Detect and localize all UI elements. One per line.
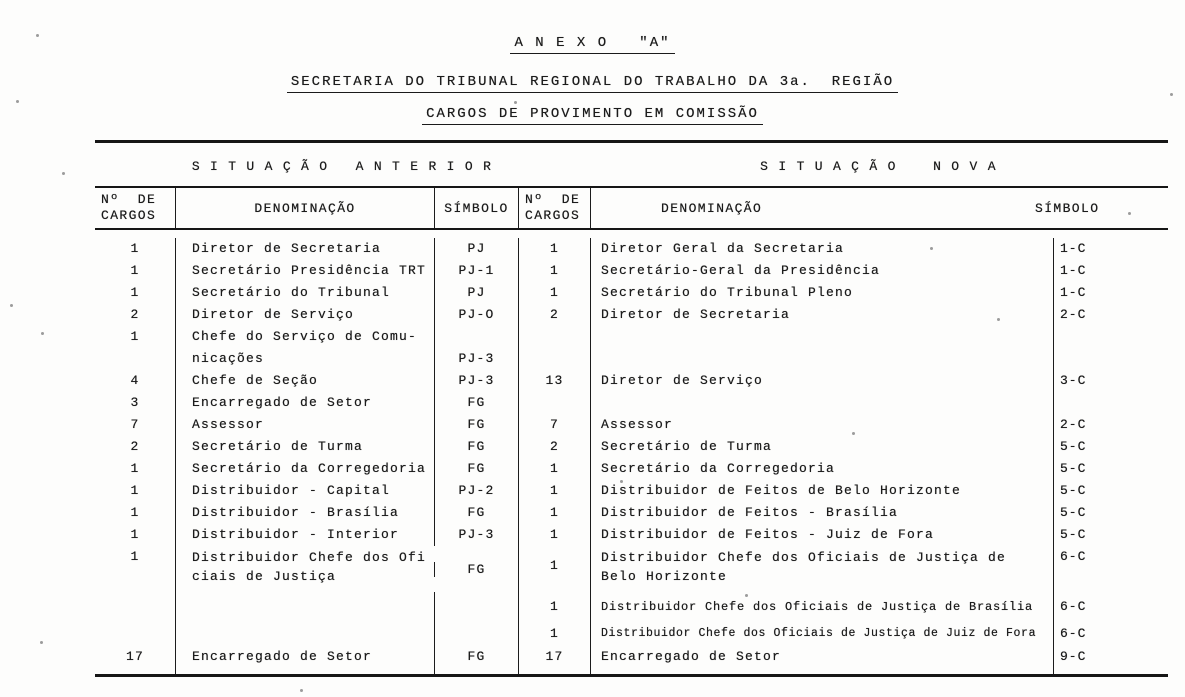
col-header-nov-num: Nº DE CARGOS [518, 188, 590, 228]
cell-ant-simbolo [434, 622, 518, 646]
cell-ant-simbolo: PJ-2 [434, 480, 518, 502]
page-title-wrap [0, 33, 1185, 54]
cell-ant-simbolo: PJ-3 [434, 524, 518, 546]
cell-ant-denominacao [175, 592, 434, 622]
cell-ant-denominacao: Diretor de Serviço [175, 304, 434, 326]
cell-ant-num: 4 [130, 373, 140, 388]
cell-ant-num: 17 [125, 649, 144, 664]
cell-ant-simbolo: PJ-3 [434, 326, 518, 370]
horizontal-rule-bottom [95, 674, 1168, 677]
cell-ant-simbolo: FG [434, 458, 518, 480]
cell-ant-denominacao [175, 622, 434, 646]
cell-nov-num: 13 [518, 370, 590, 392]
cell-ant-simbolo: PJ-3 [434, 370, 518, 392]
cell-nov-num [518, 326, 590, 370]
cell-nov-denominacao: Distribuidor Chefe dos Oficiais de Justiça de Juiz de Fora [590, 622, 1053, 646]
cell-ant-denominacao: Encarregado de Setor [175, 646, 434, 674]
cell-nov-denominacao: Distribuidor de Feitos - Juiz de Fora [590, 524, 1053, 546]
cell-ant-denominacao: Distribuidor - Brasília [175, 502, 434, 524]
cell-ant-denominacao: Secretário Presidência TRT [175, 260, 434, 282]
cell-nov-simbolo: 5-C [1053, 436, 1168, 458]
cell-nov-num: 2 [518, 304, 590, 326]
cell-nov-num: 1 [518, 238, 590, 260]
cell-nov-num: 1 [518, 546, 590, 592]
cell-nov-denominacao: Distribuidor Chefe dos Oficiais de Justiça de Belo Horizonte [590, 546, 1053, 592]
page-subtitle1-wrap [0, 72, 1185, 93]
cell-ant-denominacao: Secretário de Turma [175, 436, 434, 458]
cell-nov-simbolo: 9-C [1053, 646, 1168, 674]
cell-nov-simbolo: 5-C [1053, 458, 1168, 480]
cell-ant-simbolo: FG [434, 436, 518, 458]
cell-ant-num: 1 [130, 285, 140, 300]
cell-ant-num [95, 592, 175, 622]
cell-ant-simbolo: FG [434, 502, 518, 524]
cell-ant-simbolo: FG [434, 414, 518, 436]
cell-nov-simbolo: 6-C [1053, 592, 1168, 622]
cell-ant-num: 1 [130, 241, 140, 256]
cell-nov-denominacao: Distribuidor de Feitos - Brasília [590, 502, 1053, 524]
cell-ant-denominacao: Encarregado de Setor [175, 392, 434, 414]
cell-nov-simbolo [1053, 392, 1168, 414]
horizontal-rule-top [95, 140, 1168, 143]
col-header-nov-simbolo: SÍMBOLO [1035, 200, 1100, 216]
col-header-ant-simbolo: SÍMBOLO [434, 188, 518, 228]
cell-nov-simbolo: 1-C [1053, 260, 1168, 282]
cell-nov-simbolo: 5-C [1053, 480, 1168, 502]
cell-nov-num: 1 [518, 592, 590, 622]
cell-ant-denominacao: Distribuidor Chefe dos Ofi ciais de Justiça [175, 546, 434, 592]
cell-ant-simbolo: PJ [434, 282, 518, 304]
cell-nov-simbolo: 1-C [1053, 238, 1168, 260]
cell-ant-denominacao: Secretário do Tribunal [175, 282, 434, 304]
cell-ant-denominacao: Distribuidor - Capital [175, 480, 434, 502]
page-subtitle2-wrap [0, 104, 1185, 125]
cell-ant-denominacao: Diretor de Secretaria [175, 238, 434, 260]
situation-band [95, 152, 1168, 182]
cell-ant-num: 7 [130, 417, 140, 432]
cell-ant-simbolo [434, 592, 518, 622]
table-body [95, 230, 1168, 674]
cell-ant-num: 1 [130, 549, 140, 564]
cell-ant-simbolo: FG [434, 392, 518, 414]
cell-nov-simbolo: 1-C [1053, 282, 1168, 304]
table-column-headers [95, 188, 1168, 228]
cell-nov-denominacao: Distribuidor de Feitos de Belo Horizonte [590, 480, 1053, 502]
cell-ant-num: 2 [130, 439, 140, 454]
page-subtitle2: CARGOS DE PROVIMENTO EM COMISSÃO [422, 106, 763, 125]
cell-ant-num: 1 [130, 461, 140, 476]
page-title: A N E X O "A" [510, 35, 674, 54]
cell-nov-simbolo: 6-C [1053, 546, 1168, 592]
cell-nov-denominacao: Secretário da Corregedoria [590, 458, 1053, 480]
cell-ant-num: 1 [130, 263, 140, 278]
cell-nov-num: 2 [518, 436, 590, 458]
cell-nov-denominacao: Secretário-Geral da Presidência [590, 260, 1053, 282]
cell-nov-num: 1 [518, 622, 590, 646]
cell-ant-num [95, 622, 175, 646]
cell-ant-simbolo: PJ-1 [434, 260, 518, 282]
cell-ant-denominacao: Chefe de Seção [175, 370, 434, 392]
cell-ant-denominacao: Chefe do Serviço de Comu- nicações [175, 326, 434, 370]
cell-nov-denominacao: Assessor [590, 414, 1053, 436]
cell-nov-simbolo [1053, 326, 1168, 370]
cell-nov-denominacao: Secretário de Turma [590, 436, 1053, 458]
cell-ant-num: 3 [130, 395, 140, 410]
cell-ant-num: 2 [130, 307, 140, 322]
cell-ant-num: 1 [130, 505, 140, 520]
cell-ant-num: 1 [130, 483, 140, 498]
cell-ant-simbolo: FG [434, 562, 518, 577]
page-subtitle1: SECRETARIA DO TRIBUNAL REGIONAL DO TRABALHO DA 3a. REGIÃO [287, 74, 898, 93]
cell-ant-denominacao: Secretário da Corregedoria [175, 458, 434, 480]
section-header-nova: S I T U A Ç Ã O N O V A [760, 159, 997, 174]
cell-nov-num: 1 [518, 480, 590, 502]
cell-nov-num: 7 [518, 414, 590, 436]
cell-nov-simbolo: 3-C [1053, 370, 1168, 392]
cell-nov-simbolo: 2-C [1053, 414, 1168, 436]
cell-nov-num: 1 [518, 260, 590, 282]
cell-nov-simbolo: 5-C [1053, 502, 1168, 524]
cell-nov-denominacao: Secretário do Tribunal Pleno [590, 282, 1053, 304]
cell-nov-num: 1 [518, 282, 590, 304]
col-header-ant-denominacao: DENOMINAÇÃO [175, 188, 434, 228]
cell-nov-num [518, 392, 590, 414]
cell-nov-num: 1 [518, 502, 590, 524]
cell-nov-num: 1 [518, 524, 590, 546]
cell-nov-denominacao: Diretor Geral da Secretaria [590, 238, 1053, 260]
cell-ant-num: 1 [130, 527, 140, 542]
cell-ant-denominacao: Assessor [175, 414, 434, 436]
cell-ant-denominacao: Distribuidor - Interior [175, 524, 434, 546]
col-header-nov-denominacao: DENOMINAÇÃO [590, 188, 1053, 228]
cell-nov-simbolo: 2-C [1053, 304, 1168, 326]
cell-nov-denominacao: Diretor de Serviço [590, 370, 1053, 392]
cell-nov-num: 1 [518, 458, 590, 480]
cell-ant-simbolo: PJ-O [434, 304, 518, 326]
cell-nov-simbolo: 6-C [1053, 622, 1168, 646]
cell-nov-denominacao: Diretor de Secretaria [590, 304, 1053, 326]
cell-ant-simbolo: FG [434, 646, 518, 674]
cell-ant-simbolo: PJ [434, 238, 518, 260]
cell-nov-denominacao: Encarregado de Setor [590, 646, 1053, 674]
section-header-anterior: S I T U A Ç Ã O A N T E R I O R [191, 159, 493, 174]
cell-nov-simbolo: 5-C [1053, 524, 1168, 546]
cell-ant-num: 1 [130, 329, 140, 344]
cell-nov-denominacao: Distribuidor Chefe dos Oficiais de Justiça de Brasília [590, 592, 1053, 622]
col-header-ant-num: Nº DE CARGOS [101, 192, 157, 223]
cell-nov-denominacao [590, 326, 1053, 370]
cell-nov-denominacao [590, 392, 1053, 414]
cell-nov-num: 17 [518, 646, 590, 674]
